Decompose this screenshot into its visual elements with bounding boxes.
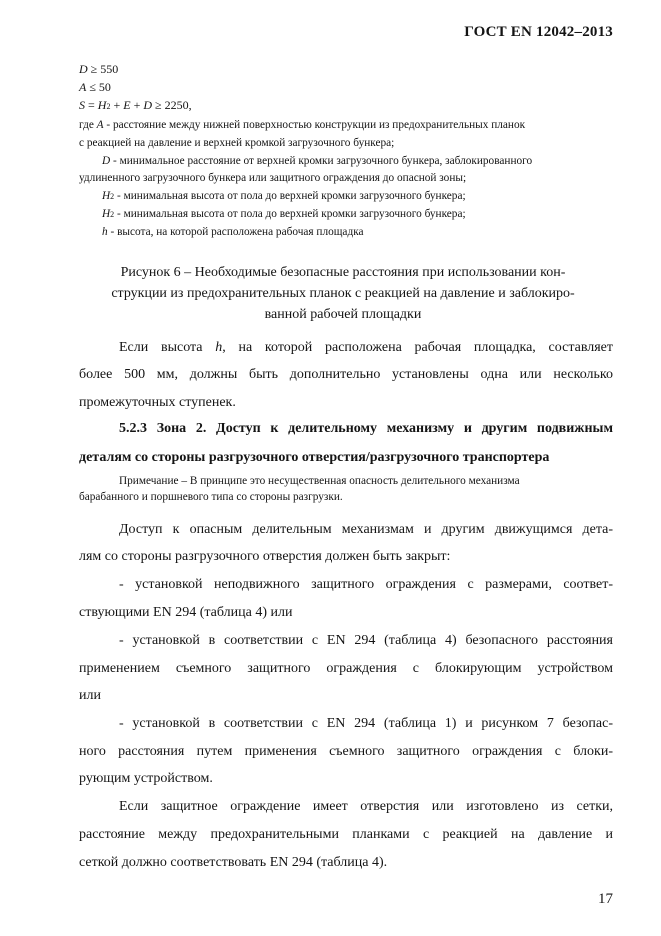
section-heading-cont: деталям со стороны разгрузочного отверстия/разгрузочного транспортера bbox=[79, 450, 550, 465]
list-item: - установкой в соответствии с EN 294 (таблица 1) и рисунком 7 безопас- bbox=[119, 716, 613, 731]
document-header: ГОСТ EN 12042–2013 bbox=[464, 24, 613, 40]
definition-a-cont: с реакцией на давление и верхней кромкой загрузочного бункера; bbox=[79, 137, 395, 149]
note-cont: барабанного и поршневого типа со стороны разгрузки. bbox=[79, 491, 343, 503]
definition-d-cont: удлиненного загрузочного бункера или защитного ограждения до опасной зоны; bbox=[79, 172, 467, 184]
paragraph-line: сеткой должно соответствовать EN 294 (таблица 4). bbox=[79, 855, 388, 870]
list-item: - установкой в соответствии с EN 294 (таблица 4) безопасного расстояния bbox=[119, 633, 613, 648]
list-item-cont: или bbox=[79, 688, 101, 703]
figure-caption: Рисунок 6 – Необходимые безопасные расстояния при использовании кон- струкции из предохранительных планок с реакцией на давление и заблокиро- ванной рабочей площадки bbox=[111, 265, 575, 322]
list-item-cont: ного расстояния путем применения съемного защитного ограждения с блоки- bbox=[79, 744, 613, 759]
definition-h: h - высота, на которой расположена рабочая площадка bbox=[102, 226, 364, 238]
formula-line: D ≥ 550 bbox=[79, 62, 119, 76]
paragraph-line: расстояние между предохранительными планками с реакцией на давление и bbox=[79, 827, 613, 842]
formula-line: S = H2 + E + D ≥ 2250, bbox=[79, 98, 192, 112]
definition-d: D - минимальное расстояние от верхней кромки загрузочного бункера, заблокированного bbox=[102, 155, 533, 167]
formula-line: A ≤ 50 bbox=[79, 80, 111, 94]
paragraph-line: лям со стороны разгрузочного отверстия должен быть закрыт: bbox=[79, 549, 451, 564]
note: Примечание – В принципе это несущественная опасность делительного механизма bbox=[119, 475, 520, 487]
section-heading: 5.2.3 Зона 2. Доступ к делительному механизму и другим подвижным bbox=[119, 421, 613, 436]
paragraph-line: Если высота h, на которой расположена рабочая площадка, составляет bbox=[119, 340, 613, 355]
list-item-cont: применением съемного защитного ограждения с блокирующим устройством bbox=[79, 661, 613, 676]
list-item-cont: ствующими EN 294 (таблица 4) или bbox=[79, 605, 293, 620]
list-item: - установкой неподвижного защитного ограждения с размерами, соответ- bbox=[119, 577, 613, 592]
definition-h2: H2 - минимальная высота от пола до верхней кромки загрузочного бункера; bbox=[102, 190, 466, 202]
paragraph-line: Если защитное ограждение имеет отверстия или изготовлено из сетки, bbox=[119, 799, 613, 814]
paragraph-line: Доступ к опасным делительным механизмам и другим движущимся дета- bbox=[119, 522, 613, 537]
list-item-cont: рующим устройством. bbox=[79, 771, 213, 786]
page-number: 17 bbox=[598, 891, 613, 907]
paragraph-line: более 500 мм, должны быть дополнительно установлены одна или несколько bbox=[79, 367, 613, 382]
paragraph-line: промежуточных ступенек. bbox=[79, 395, 236, 410]
definition-h2-repeat: H2 - минимальная высота от пола до верхней кромки загрузочного бункера; bbox=[102, 208, 466, 220]
definition-a: где A - расстояние между нижней поверхностью конструкции из предохранительных планок bbox=[79, 119, 526, 131]
